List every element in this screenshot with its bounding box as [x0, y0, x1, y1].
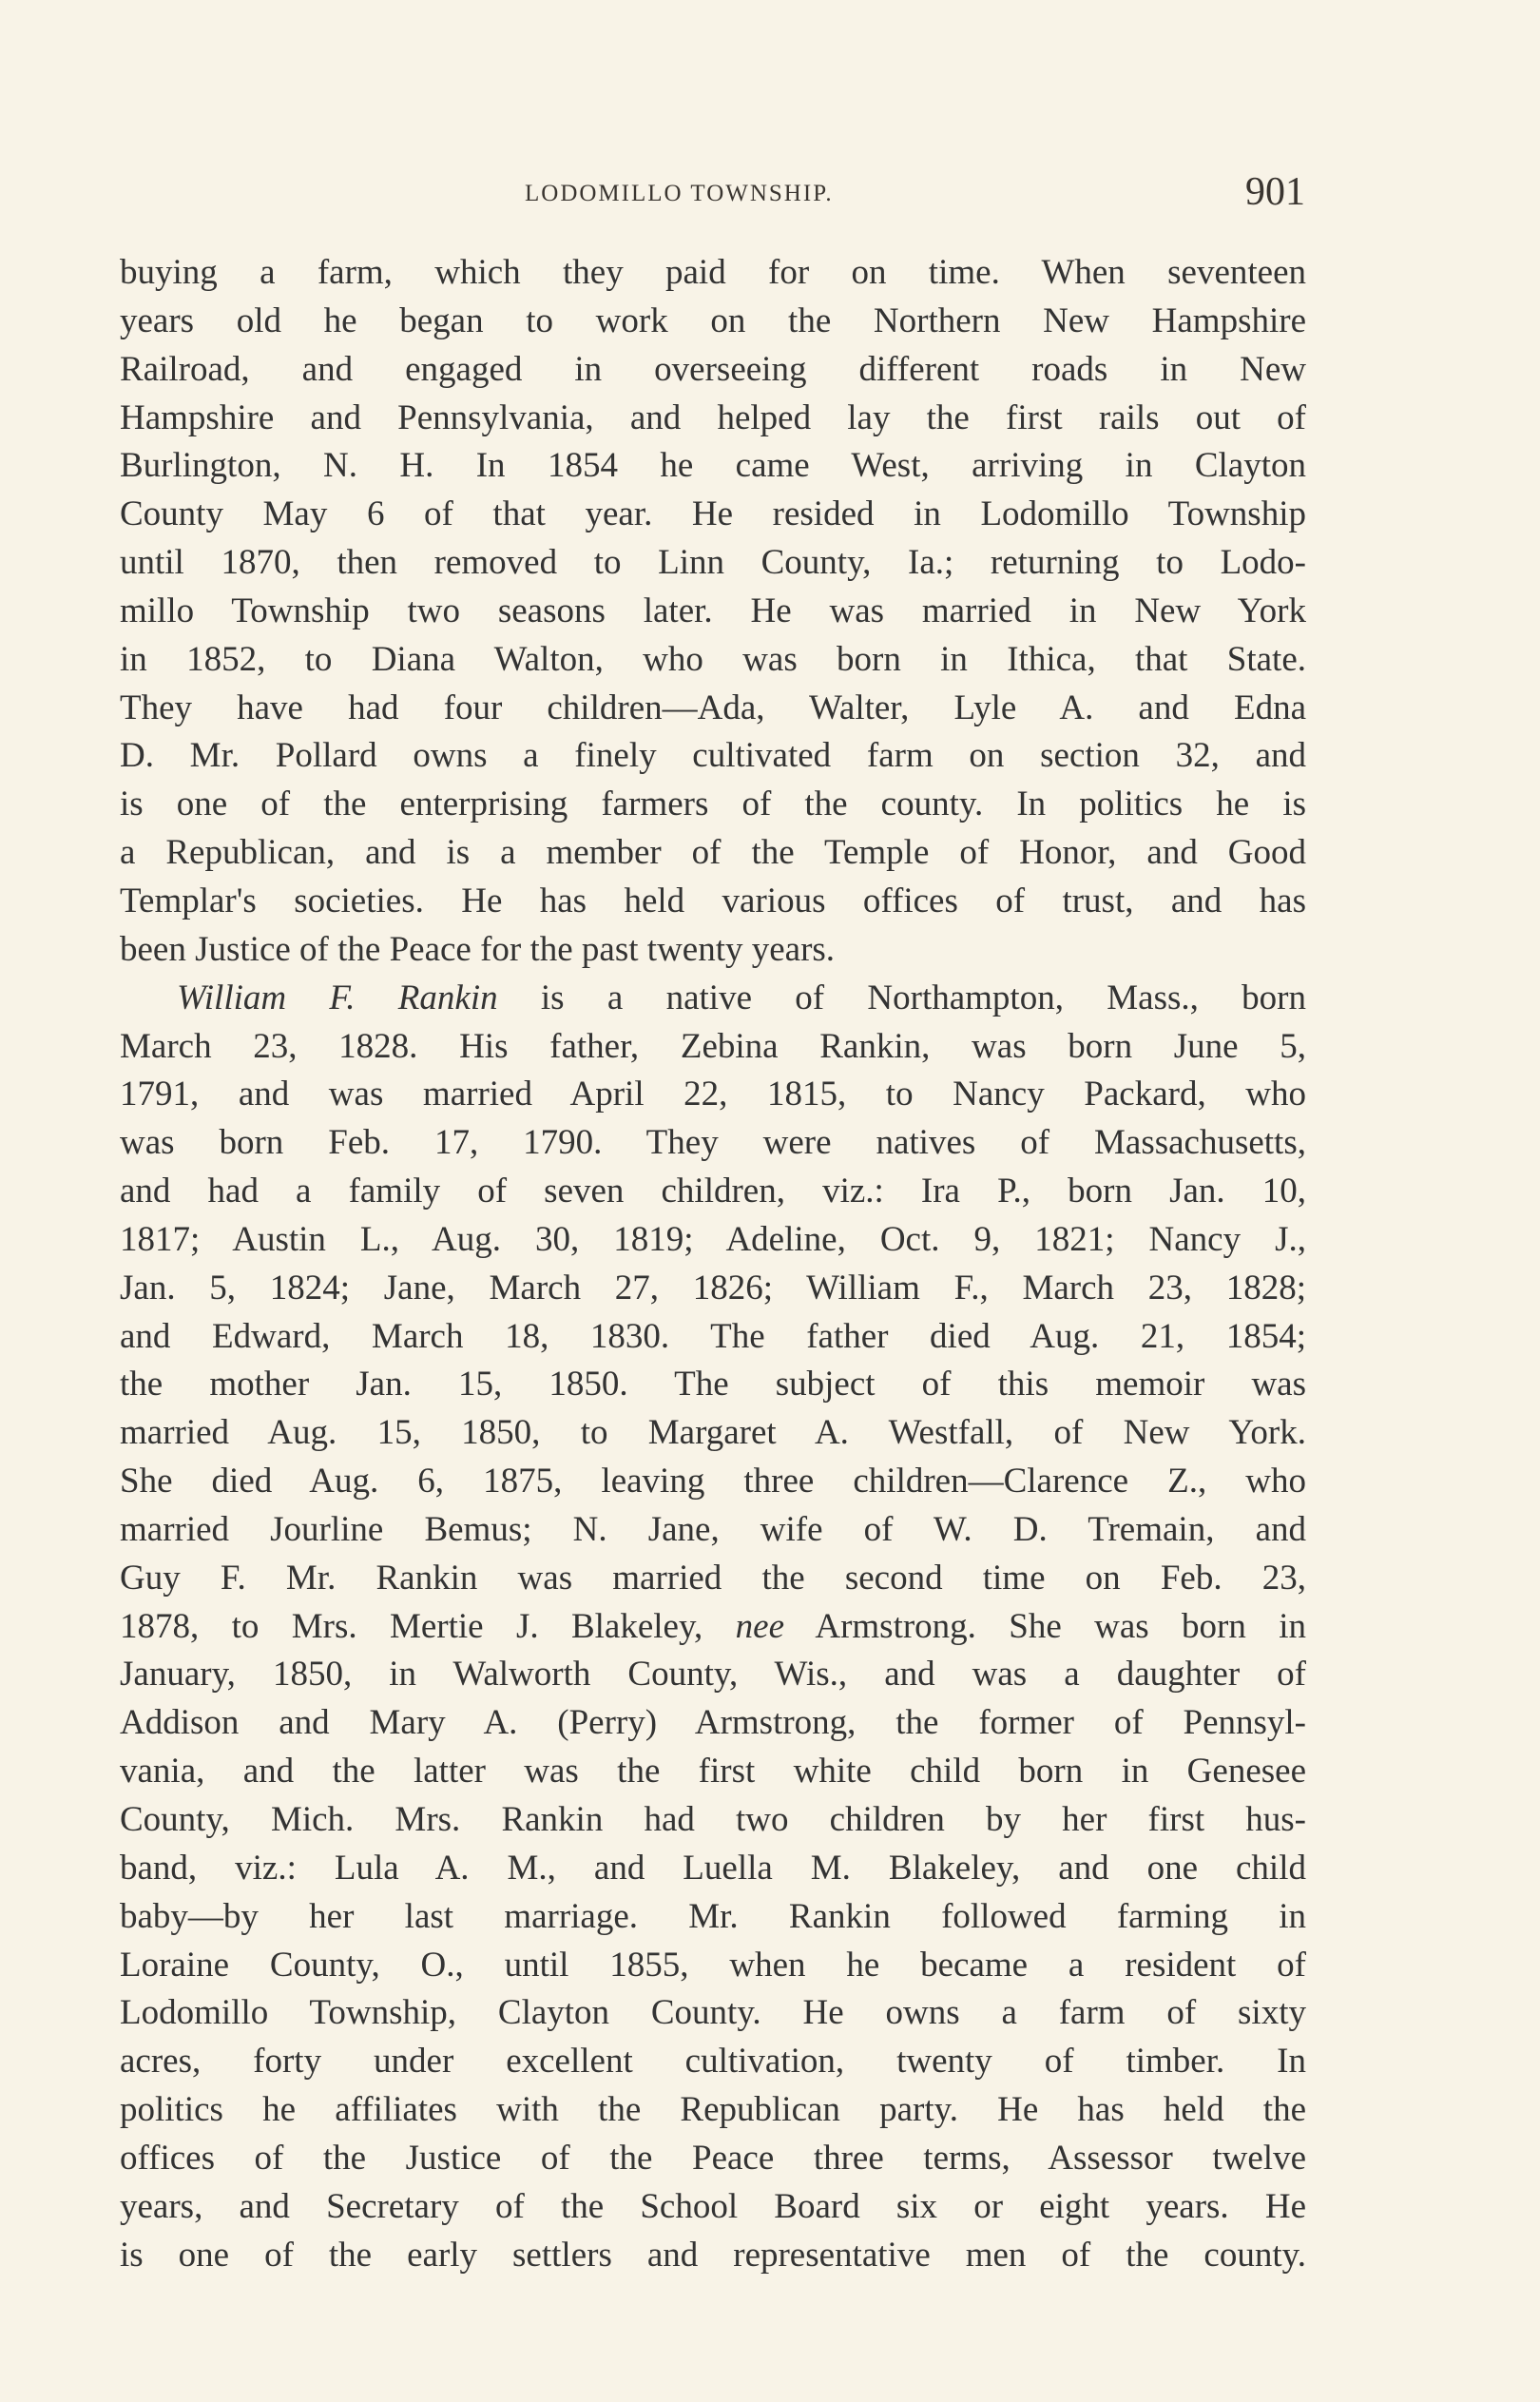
text-line: Lodomillo Township, Clayton County. He owns a farm of sixty	[120, 1993, 1306, 2033]
text-line: been Justice of the Peace for the past twenty years.	[120, 929, 836, 969]
text-line: was born Feb. 17, 1790. They were natives of Massachusetts,	[120, 1123, 1306, 1163]
text-line	[120, 975, 1306, 1023]
text-line: and Edward, March 18, 1830. The father died Aug. 21, 1854;	[120, 1316, 1306, 1356]
text-line: Jan. 5, 1824; Jane, March 27, 1826; William F., March 23, 1828;	[120, 1268, 1306, 1308]
text-line: the mother Jan. 15, 1850. The subject of this memoir was	[120, 1365, 1306, 1404]
text-line: politics he affiliates with the Republican party. He has held the	[120, 2090, 1306, 2130]
text-line: married Jourline Bemus; N. Jane, wife of W. D. Tremain, and	[120, 1509, 1306, 1549]
text-fragment: is a native of Northampton, Mass., born	[497, 978, 1306, 1017]
text-line: acres, forty under excellent cultivation, twenty of timber. In	[120, 2042, 1306, 2082]
text-line: in 1852, to Diana Walton, who was born in Ithica, that State.	[120, 639, 1306, 679]
text-line: vania, and the latter was the first white child born in Genesee	[120, 1752, 1306, 1792]
body-text	[120, 249, 1306, 2279]
text-line: offices of the Justice of the Peace three terms, Assessor twelve	[120, 2138, 1306, 2178]
text-line: years, and Secretary of the School Board six or eight years. He	[120, 2186, 1306, 2226]
text-line: married Aug. 15, 1850, to Margaret A. Westfall, of New York.	[120, 1413, 1306, 1453]
text-line: Templar's societies. He has held various offices of trust, and has	[120, 881, 1306, 920]
text-line: is one of the enterprising farmers of the county. In politics he is	[120, 785, 1306, 824]
text-line: D. Mr. Pollard owns a finely cultivated farm on section 32, and	[120, 736, 1306, 776]
text-fragment: Armstrong. She was born in	[784, 1606, 1306, 1646]
text-line: Guy F. Mr. Rankin was married the second time on Feb. 23,	[120, 1558, 1306, 1598]
text-line: baby—by her last marriage. Mr. Rankin followed farming in	[120, 1896, 1306, 1936]
text-line: March 23, 1828. His father, Zebina Rankin, was born June 5,	[120, 1026, 1306, 1066]
text-line: Railroad, and engaged in overseeing different roads in New	[120, 349, 1306, 389]
nee-word: nee	[735, 1606, 785, 1646]
page-header	[0, 169, 1540, 226]
text-line: years old he began to work on the Northern New Hampshire	[120, 300, 1306, 340]
text-line: until 1870, then removed to Linn County, Ia.; returning to Lodo-	[120, 543, 1306, 583]
page-number: 901	[1245, 170, 1305, 214]
text-line: Burlington, N. H. In 1854 he came West, arriving in Clayton	[120, 446, 1306, 486]
running-head: LODOMILLO TOWNSHIP.	[525, 181, 834, 206]
text-line: She died Aug. 6, 1875, leaving three children—Clarence Z., who	[120, 1462, 1306, 1501]
text-line: 1791, and was married April 22, 1815, to Nancy Packard, who	[120, 1075, 1306, 1114]
text-line: County, Mich. Mrs. Rankin had two children by her first hus-	[120, 1800, 1306, 1839]
text-line: a Republican, and is a member of the Temple of Honor, and Good	[120, 833, 1306, 873]
text-line	[120, 1603, 1306, 1652]
text-line: Loraine County, O., until 1855, when he became a resident of	[120, 1945, 1306, 1985]
text-line: Hampshire and Pennsylvania, and helped lay the first rails out of	[120, 397, 1306, 437]
text-line: buying a farm, which they paid for on time. When seventeen	[120, 253, 1306, 292]
text-line: County May 6 of that year. He resided in Lodomillo Township	[120, 494, 1306, 534]
person-name: William F. Rankin	[177, 978, 498, 1017]
text-line: 1817; Austin L., Aug. 30, 1819; Adeline, Oct. 9, 1821; Nancy J.,	[120, 1219, 1306, 1259]
text-line: millo Township two seasons later. He was married in New York	[120, 591, 1306, 630]
text-line: is one of the early settlers and representative men of the county.	[120, 2235, 1306, 2275]
text-line: and had a family of seven children, viz.: Ira P., born Jan. 10,	[120, 1172, 1306, 1211]
text-line: Addison and Mary A. (Perry) Armstrong, the former of Pennsyl-	[120, 1703, 1306, 1743]
text-line: January, 1850, in Walworth County, Wis., and was a daughter of	[120, 1655, 1306, 1695]
text-line: They have had four children—Ada, Walter, Lyle A. and Edna	[120, 688, 1306, 727]
text-line: band, viz.: Lula A. M., and Luella M. Blakeley, and one child	[120, 1848, 1306, 1888]
text-fragment: 1878, to Mrs. Mertie J. Blakeley,	[120, 1606, 736, 1646]
